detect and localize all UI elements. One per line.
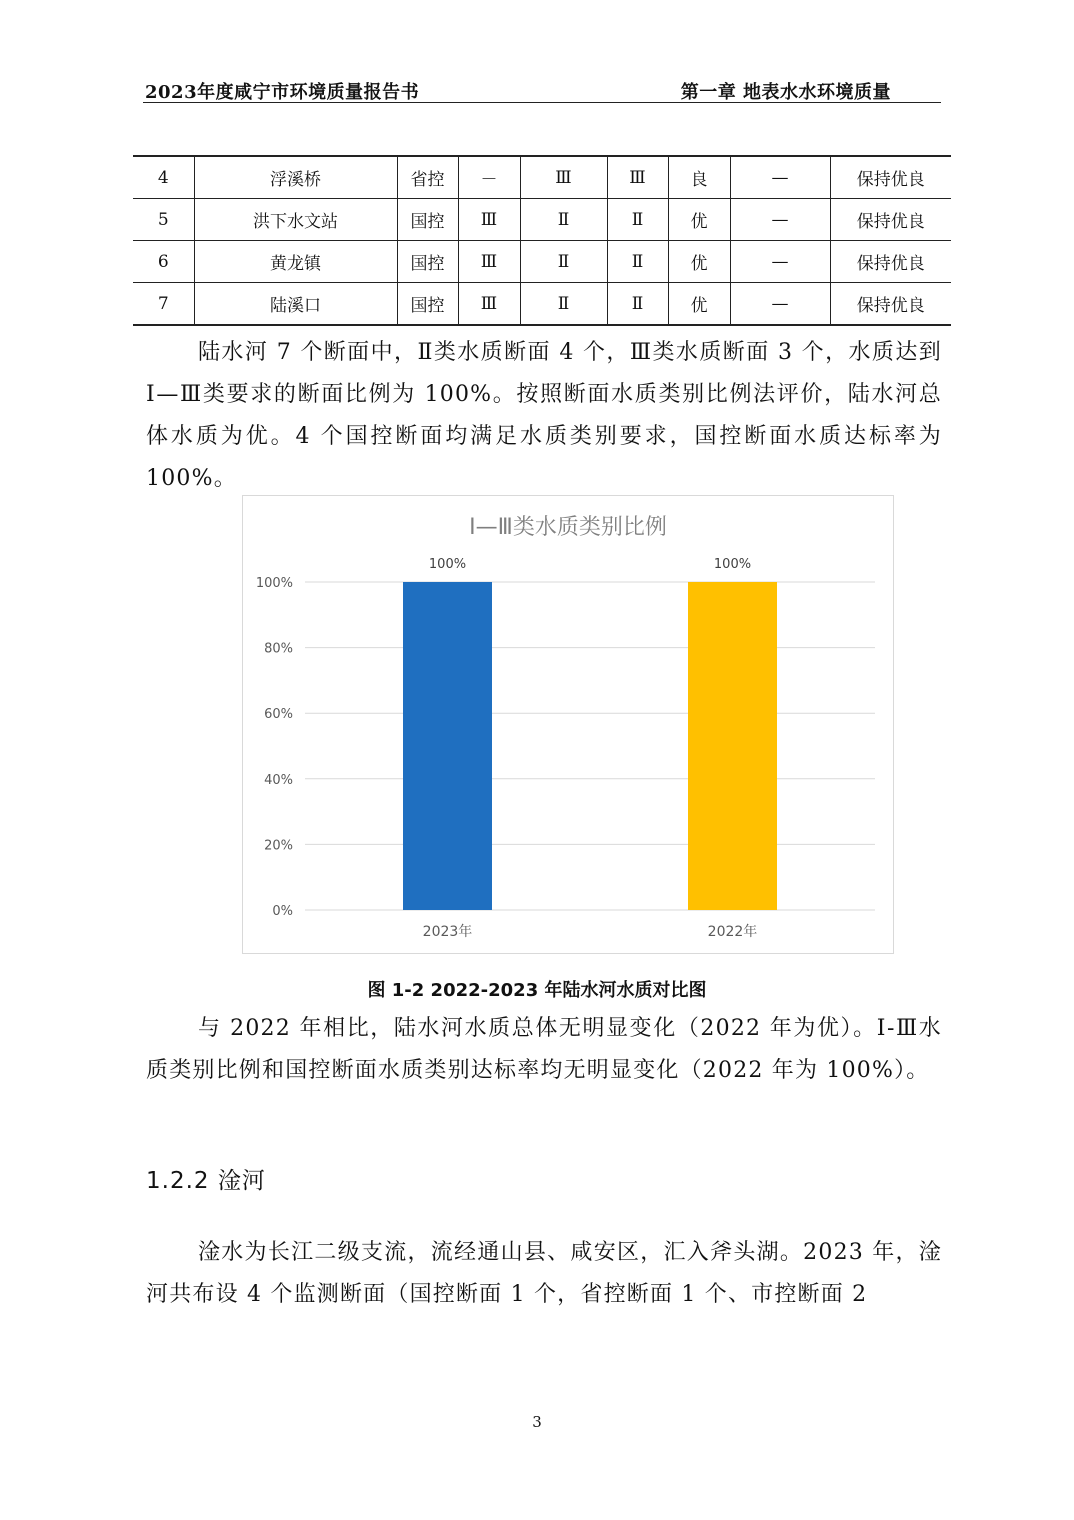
data-label: 100% xyxy=(713,557,752,572)
paragraph-ganhe-intro: 淦水为长江二级支流，流经通山县、咸安区，汇入斧头湖。2023 年，淦河共布设 4 个监测断面（国控断面 1 个，省控断面 1 个、市控断面 2 xyxy=(146,1240,942,1307)
table-row xyxy=(133,156,951,199)
table-row xyxy=(133,283,951,326)
table-cell: Ⅱ xyxy=(607,241,668,283)
bar-chart-svg xyxy=(243,496,893,953)
table-cell: Ⅲ xyxy=(458,199,520,241)
table-cell: — xyxy=(730,199,830,241)
table-cell: Ⅲ xyxy=(458,283,520,326)
x-tick-label: 2023年 xyxy=(422,924,473,940)
table-cell: Ⅲ xyxy=(458,241,520,283)
paragraph-comparison: 与 2022 年相比，陆水河水质总体无明显变化（2022 年为优）。Ⅰ-Ⅲ水质类别比例和国控断面水质类别达标率均无明显变化（2022 年为 100%）。 xyxy=(146,1016,942,1083)
table-cell: Ⅲ xyxy=(520,156,607,199)
y-tick-label: 20% xyxy=(264,838,293,854)
section-heading: 1.2.2 淦河 xyxy=(146,1168,266,1194)
table-cell: 保持优良 xyxy=(830,283,951,326)
bar xyxy=(688,582,777,910)
table-cell: 国控 xyxy=(397,241,458,283)
y-tick-label: 100% xyxy=(255,576,293,591)
table-cell: Ⅱ xyxy=(607,199,668,241)
table-row xyxy=(133,241,951,283)
table-cell: 陆溪口 xyxy=(194,283,397,326)
report-title: 2023年度咸宁市环境质量报告书 xyxy=(145,82,420,103)
table-cell: 4 xyxy=(133,156,194,199)
table-cell: Ⅱ xyxy=(520,199,607,241)
table-cell: Ⅱ xyxy=(607,283,668,326)
y-tick-label: 60% xyxy=(264,707,293,723)
paragraph-luishui-summary: 陆水河 7 个断面中，Ⅱ类水质断面 4 个，Ⅲ类水质断面 3 个，水质达到Ⅰ—Ⅲ类要求的断面比例为 100%。按照断面水质类别比例法评价，陆水河总体水质为优。4 个国控断面均满足水质类别要求，国控断面水质达标率为 100%。 xyxy=(146,340,942,491)
table-cell: 黄龙镇 xyxy=(194,241,397,283)
table-cell: 省控 xyxy=(397,156,458,199)
table-cell: Ⅱ xyxy=(520,241,607,283)
table-cell: 优 xyxy=(668,241,730,283)
table-cell: 浮溪桥 xyxy=(194,156,397,199)
table-cell: 洪下水文站 xyxy=(194,199,397,241)
table-cell: Ⅱ xyxy=(520,283,607,326)
table-cell: 保持优良 xyxy=(830,199,951,241)
table-cell: 6 xyxy=(133,241,194,283)
data-label: 100% xyxy=(428,557,467,572)
table-cell: — xyxy=(730,283,830,326)
chapter-title: 第一章 地表水水环境质量 xyxy=(680,82,891,103)
y-tick-label: 40% xyxy=(264,772,293,788)
table-cell: 国控 xyxy=(397,199,458,241)
bar-chart xyxy=(242,495,894,954)
table-cell: 优 xyxy=(668,283,730,326)
table-row xyxy=(133,199,951,241)
x-tick-label: 2022年 xyxy=(707,924,758,940)
table-cell: 良 xyxy=(668,156,730,199)
table-cell: 5 xyxy=(133,199,194,241)
table-cell: Ⅲ xyxy=(607,156,668,199)
table-cell: — xyxy=(730,241,830,283)
y-tick-label: 0% xyxy=(272,904,293,919)
chart-title: Ⅰ—Ⅲ类水质类别比例 xyxy=(469,515,667,540)
page-header xyxy=(143,76,941,103)
table-cell: 保持优良 xyxy=(830,156,951,199)
table-cell: 保持优良 xyxy=(830,241,951,283)
table-cell: － xyxy=(458,156,520,199)
table-cell: 优 xyxy=(668,199,730,241)
table-cell: — xyxy=(730,156,830,199)
table-cell: 7 xyxy=(133,283,194,326)
bar xyxy=(403,582,492,910)
page-number: 3 xyxy=(532,1413,542,1431)
table-cell: 国控 xyxy=(397,283,458,326)
monitoring-sections-table xyxy=(133,155,951,326)
figure-caption: 图 1-2 2022-2023 年陆水河水质对比图 xyxy=(367,980,707,1001)
y-tick-label: 80% xyxy=(264,641,293,657)
